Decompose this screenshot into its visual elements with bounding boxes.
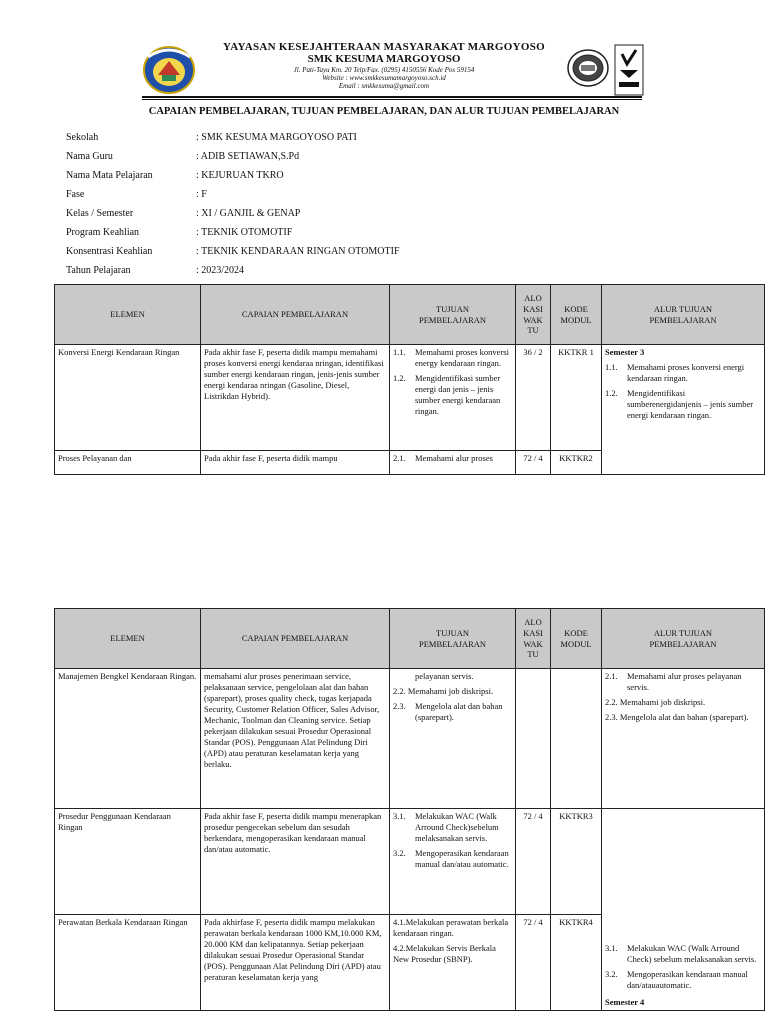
table-row <box>55 345 765 451</box>
info-value: : SMK KESUMA MARGOYOSO PATI <box>196 132 357 143</box>
info-label: Kelas / Semester <box>66 208 134 219</box>
cell-alur: 2.1. Memahami alur proses pelayanan servis. 2.2. Memahami job diskripsi. 2.3. Mengelola alat dan bahan (sparepart). <box>602 669 765 809</box>
header-kode: KODE MODUL <box>551 285 602 345</box>
cell-kode: KKTKR4 <box>551 915 602 1011</box>
info-value: : XI / GANJIL & GENAP <box>196 208 301 219</box>
school-address: Jl. Pati-Tayu Km. 20 Telp/Fax. (0295) 4150556 Kode Pos 59154 <box>293 66 475 74</box>
info-value: : 2023/2024 <box>196 265 245 276</box>
info-label: Sekolah <box>66 132 99 143</box>
info-value: : TEKNIK OTOMOTIF <box>196 227 293 238</box>
header-elemen: ELEMEN <box>55 609 201 669</box>
table-header-row <box>55 285 765 345</box>
semester-label: Semester 4 <box>605 996 645 1007</box>
ukas-logo-icon <box>614 44 644 96</box>
header-capaian: CAPAIAN PEMBELAJARAN <box>201 285 390 345</box>
info-label: Tahun Pelajaran <box>66 265 131 276</box>
cell-alokasi: 72 / 4 <box>516 809 551 915</box>
table-row <box>55 809 765 915</box>
info-label: Konsentrasi Keahlian <box>66 246 153 257</box>
info-label: Nama Guru <box>66 151 113 162</box>
info-label: Program Keahlian <box>66 227 140 238</box>
cell-capaian: Pada akhir fase F, peserta didik mampu <box>201 451 390 475</box>
school-logo-icon <box>142 45 196 95</box>
header-alur: ALUR TUJUAN PEMBELAJARAN <box>602 285 765 345</box>
info-label: Fase <box>66 189 85 200</box>
cell-elemen: Konversi Energi Kendaraan Ringan <box>55 345 201 451</box>
cell-alokasi: 72 / 4 <box>516 451 551 475</box>
cell-kode: KKTKR 1 <box>551 345 602 451</box>
cell-elemen: Proses Pelayanan dan <box>55 451 201 475</box>
info-value: : TEKNIK KENDARAAN RINGAN OTOMOTIF <box>196 246 400 257</box>
cell-tujuan: 4.1.Melakukan perawatan berkala kendaraan ringan. 4.2.Melakukan Servis Berkala New Prosedur (SBNP). <box>390 915 516 1011</box>
school-email: Email : smkkesuma@gmail.com <box>338 82 430 90</box>
curriculum-table-1 <box>54 284 765 475</box>
table-header-row <box>55 609 765 669</box>
cell-capaian: Pada akhirfase F, peserta didik mampu melakukan perawatan berkala kendaraan 1000 KM,10.000 KM, 20.000 KM dan kelipatannya. Setiap pekerjaan dilakukan sesuai Prosedur Operasional Standar (POS). Penggunaan Alat Pelindung Diri (APD) atau peraturan keselamatan kerja yang <box>201 915 390 1011</box>
header-kode: KODE MODUL <box>551 609 602 669</box>
cell-capaian: memahami alur proses penerimaan service, pelaksanaan service, pengelolaan alat dan bahan (sparepart), proses quality check, tugas kerjapada Security, Customer Relation Officer, Sales Advisor, Mechanic, Toolman dan Cleaning service. Setiap pekerjaan dilakukan sesuai Prosedur Operasional Standar (POS). Penggunaan Alat Pelindung Diri (APD) atau peraturan keselamatan kerja yang berlaku. <box>201 669 390 809</box>
curriculum-table-2 <box>54 608 765 1011</box>
info-label: Nama Mata Pelajaran <box>66 170 153 181</box>
header-alokasi: ALO KASI WAK TU <box>516 285 551 345</box>
cell-alokasi <box>516 669 551 809</box>
info-value: : KEJURUAN TKRO <box>196 170 284 181</box>
header-capaian: CAPAIAN PEMBELAJARAN <box>201 609 390 669</box>
info-value: : ADIB SETIAWAN,S.Pd <box>196 151 300 162</box>
cell-tujuan: 3.1. Melakukan WAC (Walk Arround Check)sebelum melaksanakan servis. 3.2. Mengoperasikan kendaraan manual dan/atau automatic. <box>390 809 516 915</box>
letterhead <box>142 42 642 97</box>
cell-elemen: Manajemen Bengkel Kendaraan Ringan. <box>55 669 201 809</box>
header-elemen: ELEMEN <box>55 285 201 345</box>
header-tujuan: TUJUAN PEMBELAJARAN <box>390 285 516 345</box>
cell-tujuan: pelayanan servis. 2.2. Memahami job diskripsi. 2.3. Mengelola alat dan bahan (sparepart). <box>390 669 516 809</box>
cell-elemen: Perawatan Berkala Kendaraan Ringan <box>55 915 201 1011</box>
school-name: SMK KESUMA MARGOYOSO <box>307 53 461 65</box>
cell-capaian: Pada akhir fase F, peserta didik mampu memahami proses konversi energi kendaraa nringan, identifikasi sumber energi kendaraan ringan, jenis-jenis sumber energi kendaraa nringan (Gasoline, Diesel, Listrikdan Hybrid). <box>201 345 390 451</box>
cell-alokasi: 72 / 4 <box>516 915 551 1011</box>
cell-elemen: Prosedur Penggunaan Kendaraan Ringan <box>55 809 201 915</box>
semester-label: Semester 3 <box>605 347 645 357</box>
cell-tujuan: 1.1. Memahami proses konversi energy kendaraan ringan. 1.2. Mengidentifikasi sumber energi dan jenis – jenis sumber energi kendaraan ringan. <box>390 345 516 451</box>
table-row <box>55 669 765 809</box>
org-name: YAYASAN KESEJAHTERAAN MASYARAKAT MARGOYOSO <box>223 41 545 53</box>
cell-alokasi: 36 / 2 <box>516 345 551 451</box>
cell-tujuan: 2.1. Memahami alur proses <box>390 451 516 475</box>
cell-capaian: Pada akhir fase F, peserta didik mampu menerapkan prosedur pengecekan sebelum dan sesudah berkendara, mengoperasikan kendaraan manual dan/atau automatic. <box>201 809 390 915</box>
cell-kode: KKTKR3 <box>551 809 602 915</box>
cell-alur: Semester 3 1.1. Memahami proses konversi energi kendaraan ringan. 1.2. Mengidentifikasi sumberenergidanjenis – jenis sumber energi kendaraan ringan. <box>602 345 765 475</box>
certification-seal-icon <box>566 48 610 88</box>
cell-kode: KKTKR2 <box>551 451 602 475</box>
header-tujuan: TUJUAN PEMBELAJARAN <box>390 609 516 669</box>
cell-kode <box>551 669 602 809</box>
letterhead-text <box>200 42 568 90</box>
letterhead-rule-thin <box>142 99 642 100</box>
info-value: : F <box>196 189 207 200</box>
document-title: CAPAIAN PEMBELAJARAN, TUJUAN PEMBELAJARAN, DAN ALUR TUJUAN PEMBELAJARAN <box>148 106 620 117</box>
school-website: Website : www.smkkesumamargoyoso.sch.id <box>322 74 446 82</box>
cell-alur: 3.1. Melakukan WAC (Walk Arround Check) sebelum melaksanakan servis. 3.2. Mengoperasikan kendaraan manual dan/atauautomatic. Semester 4 <box>602 809 765 1011</box>
letterhead-rule <box>142 96 642 98</box>
header-alur: ALUR TUJUAN PEMBELAJARAN <box>602 609 765 669</box>
header-alokasi: ALO KASI WAK TU <box>516 609 551 669</box>
